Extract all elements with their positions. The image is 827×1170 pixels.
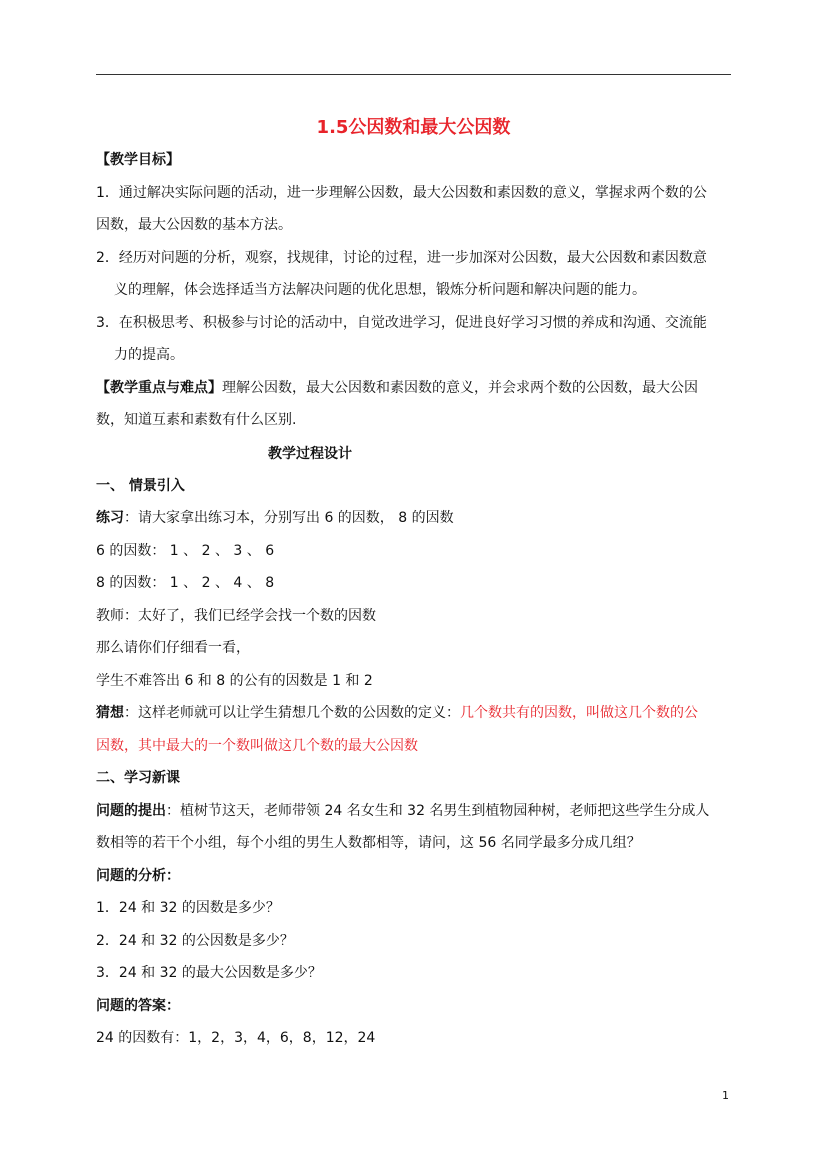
goal-2-line-1: 2．经历对问题的分析，观察，找规律，讨论的过程，进一步加深对公因数，最大公因数和素因数意 — [96, 250, 707, 266]
factors-of-6: 6 的因数： 1 、 2 、 3 、 6 — [96, 543, 275, 559]
student-line: 学生不难答出 6 和 8 的公有的因数是 1 和 2 — [96, 673, 373, 689]
factors-of-8: 8 的因数： 1 、 2 、 4 、 8 — [96, 575, 275, 591]
definition-red-1: 几个数共有的因数，叫做这几个数的公 — [460, 705, 698, 721]
section-1-title: 一、 情景引入 — [96, 478, 185, 494]
problem-line-1 — [96, 801, 709, 821]
goal-1-line-2: 因数，最大公因数的基本方法。 — [96, 217, 292, 233]
section-2-title: 二、学习新课 — [96, 770, 180, 786]
process-title: 教学过程设计 — [268, 446, 352, 462]
goal-1-line-1: 1．通过解决实际问题的活动，进一步理解公因数，最大公因数和素因数的意义，掌握求两个数的公 — [96, 185, 707, 201]
problem-line-2: 数相等的若干个小组，每个小组的男生人数都相等，请问，这 56 名同学最多分成几组？ — [96, 835, 641, 851]
key-points-text: 理解公因数，最大公因数和素因数的意义，并会求两个数的公因数，最大公因 — [222, 380, 698, 396]
problem-text: ：植树节这天，老师带领 24 名女生和 32 名男生到植物园种树，老师把这些学生分成人 — [166, 803, 710, 819]
teacher-line: 教师：太好了，我们已经学会找一个数的因数 — [96, 608, 376, 624]
goal-2-line-2: 义的理解，体会选择适当方法解决问题的优化思想，锻炼分析问题和解决问题的能力。 — [114, 282, 646, 298]
practice-line — [96, 508, 454, 528]
answer-1: 24 的因数有：1，2，3，4，6，8，12，24 — [96, 1030, 376, 1046]
key-points-line-1 — [96, 378, 698, 398]
key-points-label: 【教学重点与难点】 — [96, 380, 222, 396]
goal-3-line-1: 3．在积极思考、积极参与讨论的活动中，自觉改进学习，促进良好学习习惯的养成和沟通、交流能 — [96, 315, 707, 331]
header-rule — [96, 74, 731, 75]
goals-header: 【教学目标】 — [96, 152, 180, 168]
problem-label: 问题的提出 — [96, 803, 166, 819]
look-line: 那么请你们仔细看一看， — [96, 640, 250, 656]
question-1: 1．24 和 32 的因数是多少？ — [96, 900, 280, 916]
page-number: 1 — [722, 1089, 729, 1102]
analysis-label: 问题的分析： — [96, 868, 180, 884]
answer-label: 问题的答案： — [96, 998, 180, 1014]
key-points-line-2: 数，知道互素和素数有什么区别. — [96, 412, 297, 428]
guess-text: ：这样老师就可以让学生猜想几个数的公因数的定义： — [124, 705, 460, 721]
page-title: 1.5公因数和最大公因数 — [316, 117, 511, 138]
practice-label: 练习 — [96, 510, 124, 526]
goal-3-line-2: 力的提高。 — [114, 347, 184, 363]
guess-line-1 — [96, 703, 698, 723]
question-2: 2．24 和 32 的公因数是多少？ — [96, 933, 294, 949]
guess-label: 猜想 — [96, 705, 124, 721]
question-3: 3．24 和 32 的最大公因数是多少？ — [96, 965, 322, 981]
practice-text: ：请大家拿出练习本，分别写出 6 的因数， 8 的因数 — [124, 510, 454, 526]
definition-red-2: 因数，其中最大的一个数叫做这几个数的最大公因数 — [96, 738, 418, 754]
